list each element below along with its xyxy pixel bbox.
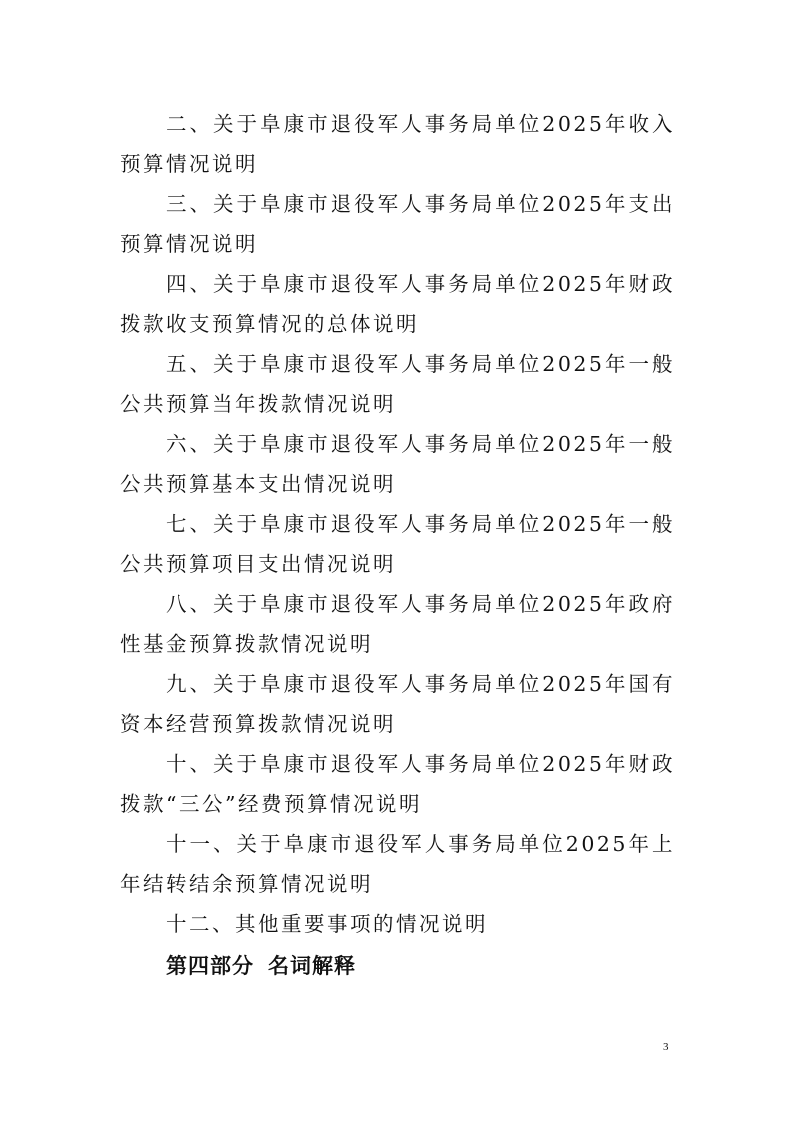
- toc-item-11: 十一、关于阜康市退役军人事务局单位2025年上年结转结余预算情况说明: [120, 832, 675, 896]
- toc-item-12: 十二、其他重要事项的情况说明: [166, 912, 488, 936]
- toc-item-5: 五、关于阜康市退役军人事务局单位2025年一般公共预算当年拨款情况说明: [120, 352, 675, 416]
- page-number: 3: [663, 1041, 669, 1053]
- toc-content: [120, 104, 675, 988]
- toc-item-9: 九、关于阜康市退役军人事务局单位2025年国有资本经营预算拨款情况说明: [120, 672, 675, 736]
- toc-item-2: 二、关于阜康市退役军人事务局单位2025年收入预算情况说明: [120, 112, 675, 176]
- toc-item-10: 十、关于阜康市退役军人事务局单位2025年财政拨款“三公”经费预算情况说明: [120, 752, 675, 816]
- toc-item-7: 七、关于阜康市退役军人事务局单位2025年一般公共预算项目支出情况说明: [120, 512, 675, 576]
- toc-item-6: 六、关于阜康市退役军人事务局单位2025年一般公共预算基本支出情况说明: [120, 432, 675, 496]
- toc-item-3: 三、关于阜康市退役军人事务局单位2025年支出预算情况说明: [120, 192, 675, 256]
- section-heading-title: 名词解释: [268, 953, 356, 978]
- section-heading: [120, 944, 675, 988]
- toc-item-8: 八、关于阜康市退役军人事务局单位2025年政府性基金预算拨款情况说明: [120, 592, 675, 656]
- toc-item-4: 四、关于阜康市退役军人事务局单位2025年财政拨款收支预算情况的总体说明: [120, 272, 675, 336]
- section-heading-part: 第四部分: [166, 953, 254, 978]
